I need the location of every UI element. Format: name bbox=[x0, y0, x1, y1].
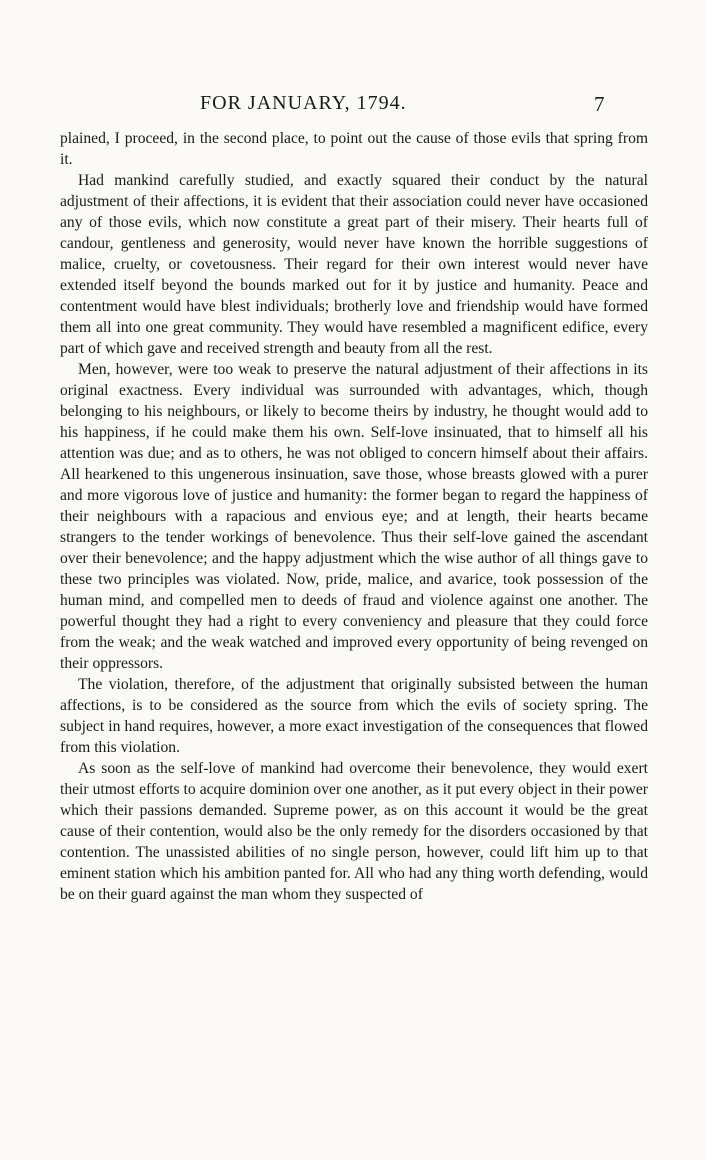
page-number: 7 bbox=[594, 92, 606, 116]
running-head bbox=[0, 92, 706, 116]
paragraph: plained, I proceed, in the second place, to point out the cause of those evils that spring from it. bbox=[60, 130, 648, 168]
paragraph: Had mankind carefully studied, and exactly squared their conduct by the natural adjustment of their affections, it is evident that their association could never have occasioned any of those evils, which now constitute a great part of their misery. Their hearts full of candour, gentleness and generosity, would never have known the horrible suggestions of malice, cruelty, or covetousness. Their regard for their own interest would never have extended itself beyond the bounds marked out for it by justice and humanity. Peace and contentment would have blest individuals; brotherly love and friendship would have formed them all into one great community. They would have resembled a magnificent edifice, every part of which gave and received strength and beauty from all the rest. bbox=[60, 172, 648, 357]
paragraph: As soon as the self-love of mankind had overcome their benevolence, they would exert their utmost efforts to acquire dominion over one another, as it put every object in their power which their passions demanded. Supreme power, as on this account it would be the great cause of their contention, would also be the only remedy for the disorders occasioned by that contention. The unassisted abilities of no single person, however, could lift him up to that eminent station which his ambition panted for. All who had any thing worth defending, would be on their guard against the man whom they suspected of bbox=[60, 760, 648, 903]
running-head-title: FOR JANUARY, 1794. bbox=[200, 92, 407, 114]
body-text bbox=[60, 128, 648, 905]
paragraph: The violation, therefore, of the adjustment that originally subsisted between the human affections, is to be considered as the source from which the evils of society spring. The subject in hand requires, however, a more exact investigation of the consequences that flowed from this violation. bbox=[60, 676, 648, 756]
paragraph: Men, however, were too weak to preserve the natural adjustment of their affections in its original exactness. Every individual was surrounded with advantages, which, though belonging to his neighbours, or likely to become theirs by industry, he thought would add to his happiness, if he could make them his own. Self-love insinuated, that to himself all his attention was due; and as to others, he was not obliged to concern himself about their affairs. All hearkened to this ungenerous insinuation, save those, whose breasts glowed with a purer and more vigorous love of justice and humanity: the former began to regard the happiness of their neighbours with a rapacious and envious eye; and at length, their hearts became strangers to the tender workings of benevolence. Thus their self-love gained the ascendant over their benevolence; and the happy adjustment which the wise author of all things gave to these two principles was violated. Now, pride, malice, and avarice, took possession of the human mind, and compelled men to deeds of fraud and violence against one another. The powerful thought they had a right to every conveniency and pleasure that they could force from the weak; and the weak watched and improved every opportunity of being revenged on their oppressors. bbox=[60, 361, 648, 672]
